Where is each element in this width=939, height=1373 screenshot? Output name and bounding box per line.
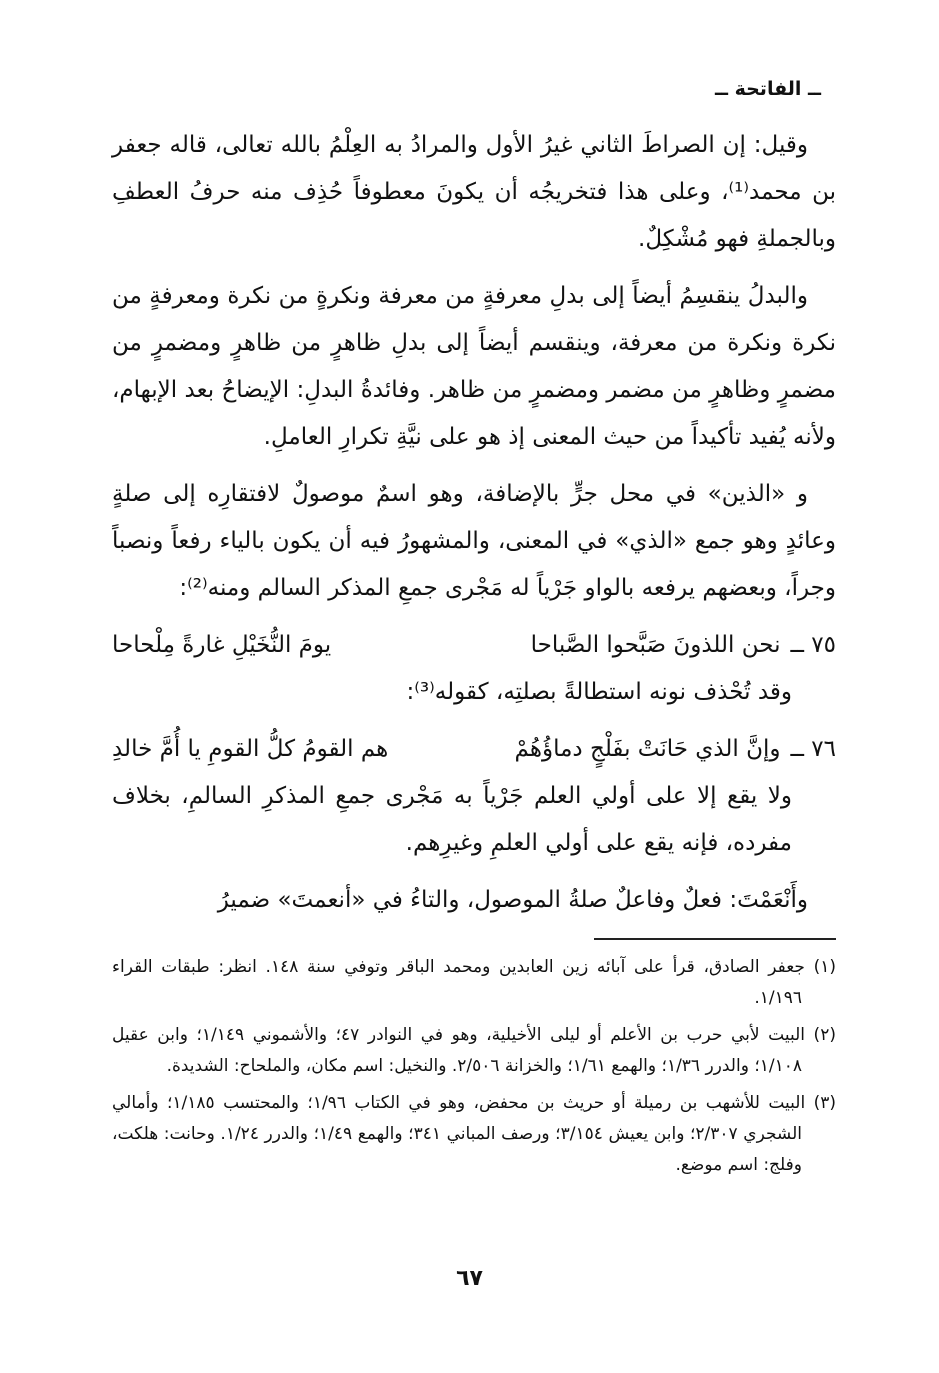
footnote-1: (١) جعفر الصادق، قرأ على آبائه زين العابدين ومحمد الباقر وتوفي سنة ١٤٨. انظر: طبقات القراء ١/١٩٦. <box>112 957 836 1008</box>
verse-commentary: وقد تُحْذف نونه استطالةً بصلتِه، كقوله⁽³⁾: <box>406 679 792 705</box>
verse-first-hemistich: نحن اللذونَ صَبَّحوا الصَّباحا <box>530 632 781 658</box>
paragraph-3: و «الذين» في محل جرٍّ بالإضافة، وهو اسمٌ موصولٌ لافتقارِه إلى صلةٍ وعائدٍ وهو جمع «الذي» في المعنى، والمشهورُ فيه أن يكون بالياء رفعاً ونصباً وجراً، وبعضهم يرفعه بالواو جَرْياً له مَجْرى جمعِ المذكر السالم ومنه⁽²⁾: <box>112 481 836 601</box>
paragraph-4: وأَنْعَمْتَ: فعلٌ وفاعلٌ صلةُ الموصول، والتاءُ في «أنعمتَ» ضميرُ <box>217 887 808 913</box>
verse-second-hemistich: يومَ النُّخَيْلِ غارةً مِلْحاحا <box>111 632 332 658</box>
paragraph-2: والبدلُ ينقسِمُ أيضاً إلى بدلِ معرفةٍ من معرفة ونكرةٍ من نكرة ومعرفةٍ من نكرة ونكرة من معرفة، وينقسم أيضاً إلى بدلِ ظاهرٍ من ظاهرٍ ومضمرٍ من مضمرٍ وظاهرٍ من مضمر ومضمرٍ من ظاهر. وفائدةُ البدلِ: الإيضاحُ بعد الإبهام، ولأنه يُفيد تأكيداً من حيث المعنى إذ هو على نيَّةِ تكرارِ العاملِ. <box>112 283 836 450</box>
running-header: ــ الفاتحة ــ <box>714 78 821 100</box>
verse-76 <box>112 726 836 773</box>
main-text <box>112 122 836 934</box>
verse-commentary: ولا يقع إلا على أولي العلم جَرْياً به مَجْرى جمعِ المذكرِ السالمِ، بخلاف مفرده، فإنه يقع على أولي العلمِ وغيرِهم. <box>112 783 792 856</box>
verse-second-hemistich: هم القومُ كلُّ القومِ يا أُمَّ خالدِ <box>111 736 389 762</box>
footnotes <box>112 952 836 1187</box>
footnote-2: (٢) البيت لأبي حرب بن الأعلم أو ليلى الأخيلية، وهو في النوادر ٤٧؛ والأشموني ١/١٤٩؛ وابن عقيل ١/١٠٨؛ والدرر ١/٣٦؛ والهمع ١/٦١؛ والخزانة ٢/٥٠٦. والنخيل: اسم مكان، والملحاح: الشديدة. <box>112 1025 836 1076</box>
paragraph-1: وقيل: إن الصراطَ الثاني غيرُ الأول والمرادُ به العِلْمُ بالله تعالى، قاله جعفر بن محمد⁽¹⁾، وعلى هذا فتخريجُه أن يكونَ معطوفاً حُذِف منه حرفُ العطفِ وبالجملةِ فهو مُشْكِلٌ. <box>112 132 836 252</box>
page-number: ٦٧ <box>456 1266 483 1291</box>
verse-number: ٧٦ ــ <box>790 736 836 762</box>
footnote-divider <box>594 938 836 940</box>
footnote-3: (٣) البيت للأشهب بن رميلة أو حريث بن محفض، وهو في الكتاب ١/٩٦؛ والمحتسب ١/١٨٥؛ وأمالي الشجري ٢/٣٠٧؛ وابن يعيش ٣/١٥٤؛ ورصف المباني ٣٤١؛ والهمع ١/٤٩؛ والدرر ١/٢٤. وحانت: هلكت، وفلج: اسم موضع. <box>112 1093 837 1175</box>
verse-first-hemistich: وإنَّ الذي حَانَتْ بفَلْجٍ دماؤُهُمْ <box>514 736 781 762</box>
verse-number: ٧٥ ــ <box>790 632 836 658</box>
verse-75 <box>112 622 836 669</box>
